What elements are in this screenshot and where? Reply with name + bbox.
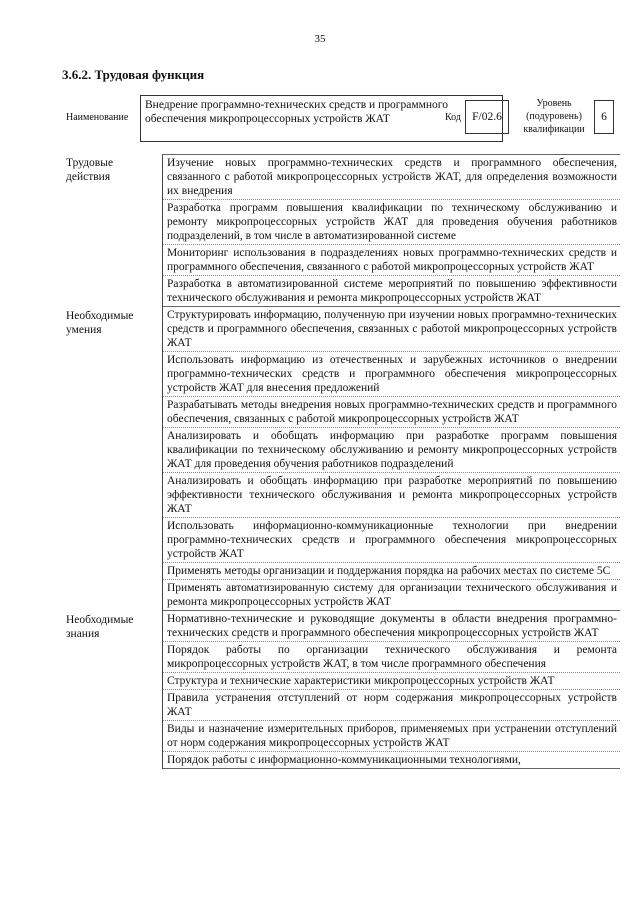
table-row: Разработка в автоматизированной системе мероприятий по повышению эффективности технического обслуживания и ремонта микропроцессорных устройств ЖАТ (163, 276, 620, 307)
group-items (162, 611, 620, 769)
name-label: Наименование (66, 112, 129, 123)
group-label: Необходимые знания (66, 614, 134, 640)
table-row: Анализировать и обобщать информацию при разработке мероприятий по повышению эффективности технического обслуживания и ремонта микропроцессорных устройств ЖАТ (163, 473, 620, 518)
group-required-skills (62, 307, 620, 611)
table-row: Структурировать информацию, полученную при изучении новых программно-технических средств и программного обеспечения, связанных с работой микропроцессорных устройств ЖАТ (163, 307, 620, 352)
table-row: Разрабатывать методы внедрения новых программно-технических средств и программного обеспечения, связанных с работой микропроцессорных устройств ЖАТ (163, 397, 620, 428)
group-items (162, 307, 620, 611)
table-row: Применять автоматизированную систему для организации технического обслуживания и ремонта микропроцессорных устройств ЖАТ (163, 580, 620, 611)
table-row: Виды и назначение измерительных приборов, применяемых при устранении отступлений от норм содержания микропроцессорных устройств ЖАТ (163, 721, 620, 752)
table-row: Разработка программ повышения квалификации по техническому обслуживанию и ремонту микропроцессорных устройств ЖАТ для проведения обучения работников подразделений, в том числе в автоматизированной системе (163, 200, 620, 245)
table-row: Использовать информацию из отечественных и зарубежных источников о внедрении программно-технических средств и программного обеспечения микропроцессорных устройств ЖАТ для внесения предложений (163, 352, 620, 397)
section-title: 3.6.2. Трудовая функция (62, 67, 205, 82)
level-value: 6 (594, 100, 614, 134)
group-label: Трудовые действия (66, 157, 114, 183)
group-label: Необходимые умения (66, 310, 134, 336)
group-labor-actions (62, 154, 620, 307)
function-table (62, 154, 620, 769)
group-items (162, 154, 620, 307)
level-label: Уровень (подуровень) квалификации (523, 98, 585, 135)
table-row: Мониторинг использования в подразделениях новых программно-технических средств и программного обеспечения, связанного с работой микропроцессорных устройств ЖАТ (163, 245, 620, 276)
table-row: Использовать информационно-коммуникационные технологии при внедрении программно-технических средств и программного обеспечения микропроцессорных устройств ЖАТ (163, 518, 620, 563)
code-value: F/02.6 (465, 100, 509, 134)
table-row: Применять методы организации и поддержания порядка на рабочих местах по системе 5С (163, 563, 620, 580)
table-row: Порядок работы по организации технического обслуживания и ремонта микропроцессорных устройств ЖАТ, в том числе программного обеспечения (163, 642, 620, 673)
page-number: 35 (314, 33, 326, 45)
table-row: Нормативно-технические и руководящие документы в области внедрения программно-технических средств и программного обеспечения микропроцессорных устройств ЖАТ (163, 611, 620, 642)
table-row: Изучение новых программно-технических средств и программного обеспечения, связанного с работой микропроцессорных устройств ЖАТ, для определения возможности их внедрения (163, 155, 620, 200)
name-value: Внедрение программно-технических средств и программного обеспечения микропроцессорных устройств ЖАТ (140, 95, 503, 142)
table-row: Порядок работы с информационно-коммуникационными технологиями, (163, 752, 620, 769)
table-row: Структура и технические характеристики микропроцессорных устройств ЖАТ (163, 673, 620, 690)
code-label: Код (445, 112, 461, 123)
function-header (62, 94, 620, 146)
group-required-knowledge (62, 611, 620, 769)
table-row: Правила устранения отступлений от норм содержания микропроцессорных устройств ЖАТ (163, 690, 620, 721)
table-row: Анализировать и обобщать информацию при разработке программ повышения квалификации по техническому обслуживанию и ремонту микропроцессорных устройств ЖАТ для проведения обучения работников подразделений (163, 428, 620, 473)
